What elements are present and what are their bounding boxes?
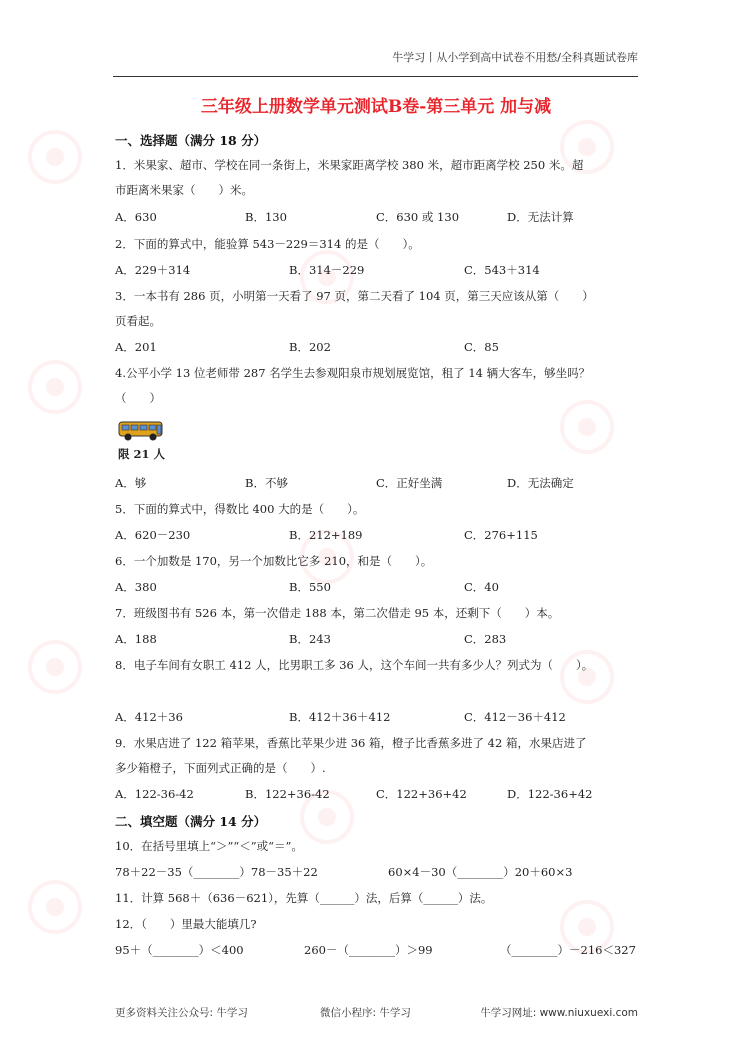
question-9-text: 多少箱橙子，下面列式正确的是（ ）. bbox=[115, 761, 326, 775]
question-9-option-a: A．122-36-42 bbox=[115, 787, 194, 801]
question-8-option-b: B．412＋36＋412 bbox=[289, 710, 391, 724]
question-6-text: 6．一个加数是 170，另一个加数比它多 210，和是（ ）。 bbox=[115, 554, 433, 568]
question-10-expression-b: 60×4－30（________）20＋60×3 bbox=[388, 865, 573, 879]
question-2-option-a: A．229＋314 bbox=[115, 263, 191, 277]
question-12-text: 12．（ ）里最大能填几? bbox=[115, 917, 257, 931]
watermark-logo bbox=[28, 880, 82, 934]
question-7-option-c: C．283 bbox=[464, 632, 507, 646]
question-1-option-b: B．130 bbox=[245, 210, 287, 224]
question-1-option-c: C．630 或 130 bbox=[376, 210, 460, 224]
question-5-option-a: A．620－230 bbox=[115, 528, 191, 542]
watermark-logo bbox=[28, 640, 82, 694]
question-6-option-c: C．40 bbox=[464, 580, 499, 594]
question-2-option-b: B．314－229 bbox=[289, 263, 365, 277]
question-5-text: 5．下面的算式中，得数比 400 大的是（ ）。 bbox=[115, 502, 365, 516]
question-3-option-b: B．202 bbox=[289, 340, 331, 354]
footer-center: 微信小程序: 牛学习 bbox=[320, 1007, 411, 1019]
bus-capacity-label: 限 21 人 bbox=[118, 447, 166, 461]
question-9-option-c: C．122+36+42 bbox=[376, 787, 467, 801]
question-5-option-b: B．212+189 bbox=[289, 528, 363, 542]
question-2-text: 2．下面的算式中，能验算 543－229＝314 的是（ ）。 bbox=[115, 237, 420, 251]
question-1-option-a: A．630 bbox=[115, 210, 157, 224]
question-4-text: 4.公平小学 13 位老师带 287 名学生去参观阳泉市规划展览馆，租了 14 辆大客车，够坐吗？ bbox=[115, 366, 591, 380]
question-2-option-c: C．543＋314 bbox=[464, 263, 540, 277]
bus-icon bbox=[118, 420, 164, 442]
question-7-text: 7．班级图书有 526 本，第一次借走 188 本，第二次借走 95 本，还剩下（ ）本。 bbox=[115, 606, 560, 620]
question-9-option-b: B．122+36-42 bbox=[245, 787, 330, 801]
question-3-text: 页看起。 bbox=[115, 314, 161, 328]
question-12-expression-a: 95＋（________）＜400 bbox=[115, 943, 244, 957]
question-3-option-c: C．85 bbox=[464, 340, 499, 354]
question-6-option-b: B．550 bbox=[289, 580, 331, 594]
question-4-option-b: B．不够 bbox=[245, 476, 288, 490]
question-1-text: 1．米果家、超市、学校在同一条街上，米果家距离学校 380 米，超市距离学校 250 米。超 bbox=[115, 158, 584, 172]
question-7-option-b: B．243 bbox=[289, 632, 331, 646]
watermark-logo bbox=[560, 400, 614, 454]
question-1-option-d: D．无法计算 bbox=[507, 210, 574, 224]
question-9-text: 9．水果店进了 122 箱苹果，香蕉比苹果少进 36 箱，橙子比香蕉多进了 42 箱，水果店进了 bbox=[115, 736, 587, 750]
question-4-option-d: D．无法确定 bbox=[507, 476, 574, 490]
question-4-text: （ ） bbox=[115, 391, 161, 405]
question-8-text: 8．电子车间有女职工 412 人，比男职工多 36 人，这个车间一共有多少人？列式为（ ）。 bbox=[115, 658, 594, 672]
footer-left: 更多资料关注公众号: 牛学习 bbox=[115, 1007, 248, 1019]
question-12-expression-b: 260－（________）＞99 bbox=[304, 943, 433, 957]
watermark-logo bbox=[28, 360, 82, 414]
section-heading-choice: 一、选择题（满分 18 分） bbox=[115, 133, 267, 148]
question-5-option-c: C．276+115 bbox=[464, 528, 538, 542]
header-divider bbox=[113, 76, 638, 77]
question-4-option-c: C．正好坐满 bbox=[376, 476, 443, 490]
footer-website-link[interactable]: 牛学习网址: www.niuxuexi.com bbox=[480, 1007, 638, 1019]
question-10-expression-a: 78＋22－35（________）78－35＋22 bbox=[115, 865, 318, 879]
question-8-option-c: C．412－36＋412 bbox=[464, 710, 566, 724]
question-9-option-d: D．122-36+42 bbox=[507, 787, 593, 801]
question-7-option-a: A．188 bbox=[115, 632, 157, 646]
question-4-option-a: A．够 bbox=[115, 476, 147, 490]
question-3-option-a: A．201 bbox=[115, 340, 157, 354]
watermark-logo bbox=[28, 130, 82, 184]
question-6-option-a: A．380 bbox=[115, 580, 157, 594]
question-11-text: 11．计算 568＋（636－621），先算（______）法，后算（______）法。 bbox=[115, 891, 493, 905]
question-8-option-a: A．412＋36 bbox=[115, 710, 183, 724]
question-10-text: 10．在括号里填上“＞”“＜”或“＝”。 bbox=[115, 839, 303, 853]
question-12-expression-c: （________）－216＜327 bbox=[500, 943, 636, 957]
section-heading-fill: 二、填空题（满分 14 分） bbox=[115, 814, 267, 829]
question-1-text: 市距离米果家（ ）米。 bbox=[115, 183, 253, 197]
page-header-text: 牛学习丨从小学到高中试卷不用愁/全科真题试卷库 bbox=[392, 51, 638, 64]
page-title: 三年级上册数学单元测试B卷-第三单元 加与减 bbox=[200, 97, 552, 117]
question-3-text: 3．一本书有 286 页，小明第一天看了 97 页，第二天看了 104 页，第三天应该从第（ ） bbox=[115, 289, 594, 303]
